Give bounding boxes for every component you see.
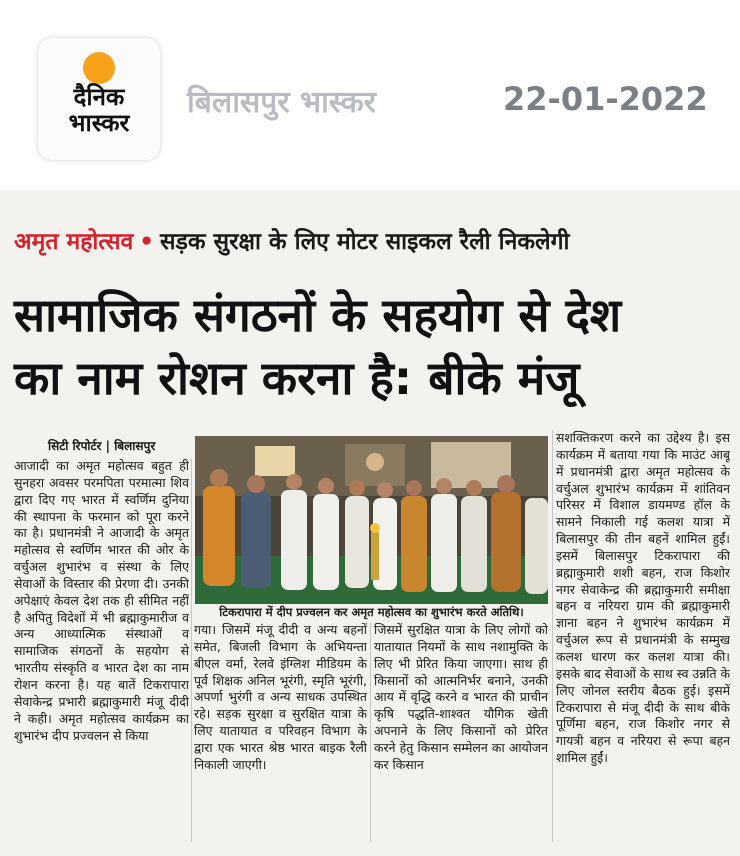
kicker-subheading: सड़क सुरक्षा के लिए मोटर साइकल रैली निकलेगी — [160, 229, 570, 255]
masthead — [0, 0, 740, 185]
kicker-tag: अमृत महोत्सव — [14, 229, 134, 255]
article-column-2: गया। जिसमें मंजू दीदी व अन्य बहनों समेत, बिजली विभाग के अभियन्ता बीएल वर्मा, रेलवे इंग्लिश मीडियम के पूर्व शिक्षक अनिल भूरंगी, स्मृति भूरंगी, अपर्णा भुरंगी व अन्य साधक उपस्थित रहे। सड़क सुरक्षा व सुरक्षित यात्रा के लिए यातायात व परिवहन विभाग के द्वारा एक भारत श्रेष्ठ भारत बाइक रैली निकाली जाएगी। — [194, 622, 367, 772]
dainik-bhaskar-logo — [38, 38, 160, 160]
event-photo-image — [195, 436, 548, 604]
edition-name: बिलासपुर भास्कर — [187, 85, 376, 120]
article-kicker — [14, 224, 570, 256]
column-divider — [370, 622, 371, 842]
headline-line1: सामाजिक संगठनों के सहयोग से देश — [14, 288, 622, 342]
byline: सिटी रिपोर्टर | बिलासपुर — [48, 439, 156, 453]
logo-text-line1: दैनिक — [73, 83, 125, 111]
headline-line2: का नाम रोशन करना है: बीके मंजू — [14, 351, 580, 405]
photo-caption: टिकरापारा में दीप प्रज्वलन कर अमृत महोत्सव का शुभारंभ करते अतिथि। — [219, 605, 524, 619]
column-divider — [191, 458, 192, 842]
publication-date: 22-01-2022 — [503, 80, 708, 118]
article-column-1: आजादी का अमृत महोत्सव बहुत ही सुनहरा अवसर परमपिता परमात्मा शिव द्वारा दिए गए भारत में स्वर्णिम दुनिया की स्थापना के फरमान को पूरा करने का है। प्रधानमंत्री ने आजादी के अमृत महोत्सव से स्वर्णिम भारत की ओर के वर्चुअल शुभारंभ व संस्था के लिए सेवाओं के विस्तार की प्रेरणा दी। उनकी अपेक्षाएं केवल देश तक ही सीमित नहीं है अपितु विदेशों में भी ब्रह्माकुमारीज व अन्य आध्यात्मिक संस्थाओं व सामाजिक संगठनों के सहयोग से भारतीय संस्कृति व भारत देश का नाम रोशन करना है। यह बातें टिकरापारा सेवाकेन्द्र प्रभारी ब्रह्माकुमारी मंजू दीदी ने कही। अमृत महोत्सव कार्यक्रम का शुभारंभ दीप प्रज्वलन से किया — [14, 458, 189, 743]
event-photo — [195, 436, 548, 604]
logo-sun-icon — [83, 52, 115, 84]
kicker-separator: • — [139, 229, 154, 255]
column-divider — [552, 430, 553, 842]
logo-text-line2: भास्कर — [68, 109, 130, 137]
article-column-3: जिसमें सुरक्षित यात्रा के लिए लोगों को यातायात नियमों के साथ नशामुक्ति के लिए भी प्रेरित किया जाएगा। साथ ही किसानों को आत्मनिर्भर बनाने, उनकी आय में वृद्धि करने व भारत की प्राचीन कृषि पद्धति-शाश्वत यौगिक खेती अपनाने के लिए किसानों को प्रेरित करने हेतु किसान सम्मेलन का आयोजन कर किसान — [374, 622, 548, 772]
article-column-4: सशक्तिकरण करने का उद्देश्य है। इस कार्यक्रम में बताया गया कि माउंट आबू में प्रधानमंत्री द्वारा अमृत महोत्सव के वर्चुअल शुभारंभ कार्यक्रम में शांतिवन परिसर में विशाल डायमण्ड हॉल के सामने निकाली गई कलश यात्रा में बिलासपुर की तीन बहनें शामिल हुईं। इसमें बिलासपुर टिकरापारा की ब्रह्माकुमारी शशी बहन, राज किशोर नगर सेवाकेन्द्र की ब्रह्माकुमारी समीक्षा बहन व नरियरा ग्राम की ब्रह्माकुमारी ज्ञाना बहन ने शुभारंभ कार्यक्रम में वर्चुअल रूप से प्रधानमंत्री के सम्मुख कलश धारण कर कलश यात्रा की। इसके बाद सेवाओं के साथ स्व उन्नति के लिए जोनल स्तरीय बैठक हुई। इसमें टिकरापारा से मंजू दीदी के साथ बीके पूर्णिमा बहन, राज किशोर नगर से गायत्री बहन व नरियरा से रूपा बहन शामिल हुईं। — [556, 430, 730, 766]
